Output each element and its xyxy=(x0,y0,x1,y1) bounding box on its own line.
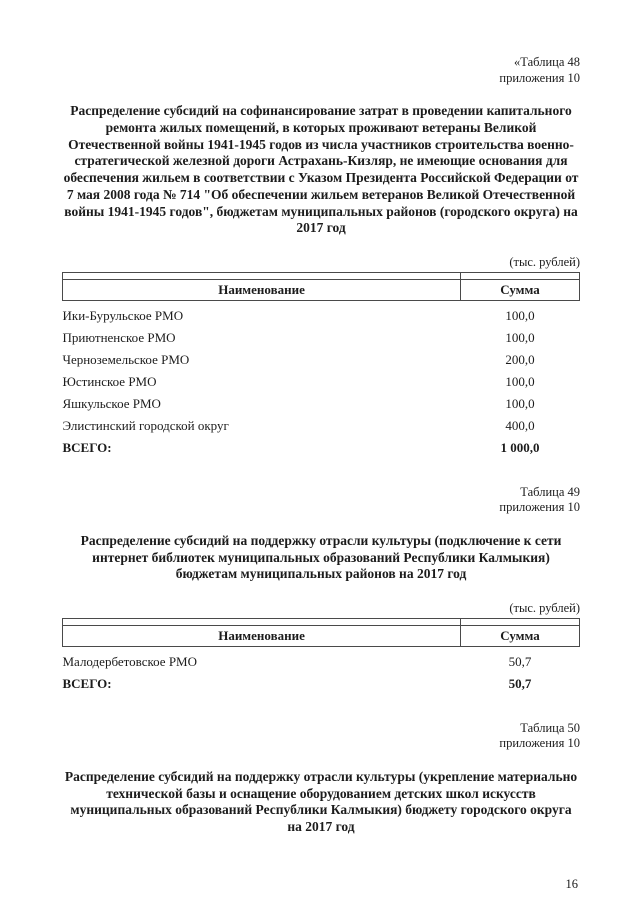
table-49-reference xyxy=(62,485,580,516)
section-49-title: Распределение субсидий на поддержку отрасли культуры (подключение к сети интернет библиотек муниципальных образований Республики Калмыкия) бюджетам муниципальных районов на 2017 год xyxy=(80,532,562,582)
appendix-ref-label: приложения 10 xyxy=(499,736,580,751)
row-name: Черноземельское РМО xyxy=(62,351,190,367)
subsidy-table-48 xyxy=(62,272,580,459)
row-value: 100,0 xyxy=(505,329,535,345)
row-name: Яшкульское РМО xyxy=(62,395,161,411)
row-name: Юстинское РМО xyxy=(62,373,157,389)
row-value: 100,0 xyxy=(505,395,535,411)
table-ref-label: Таблица 50 xyxy=(520,720,580,735)
table-row xyxy=(63,327,580,349)
page-number: 16 xyxy=(565,877,578,891)
units-label-48: (тыс. рублей) xyxy=(509,255,580,270)
table-row xyxy=(63,647,580,673)
column-header-name: Наименование xyxy=(63,626,461,647)
row-value: 200,0 xyxy=(505,351,535,367)
column-header-sum: Сумма xyxy=(461,280,580,301)
table-header-row xyxy=(63,280,580,301)
row-value: 400,0 xyxy=(505,417,535,433)
column-header-sum: Сумма xyxy=(461,626,580,647)
table-50-reference xyxy=(62,721,580,752)
row-value: 100,0 xyxy=(505,308,535,324)
section-48-title: Распределение субсидий на софинансирование затрат в проведении капитального ремонта жилых помещений, в которых проживают ветераны Великой Отечественной войны 1941-1945 годов из числа участников строительства военно-стратегической железной дороги Астрахань-Кизляр, не имеющие основания для обеспечения жильем в соответствии с Указом Президента Российской Федерации от 7 мая 2008 года № 714 "Об обеспечении жильем ветеранов Великой Отечественной войны 1941-1945 годов", бюджетам муниципальных районов (городского округа) на 2017 год xyxy=(63,103,579,236)
row-name: Малодербетовское РМО xyxy=(62,654,198,670)
total-value: 50,7 xyxy=(508,675,532,691)
table-top-strip xyxy=(63,619,580,626)
table-row xyxy=(63,349,580,371)
appendix-ref-label: приложения 10 xyxy=(499,70,580,85)
table-top-strip xyxy=(63,273,580,280)
table-48-reference xyxy=(62,55,580,86)
appendix-ref-label: приложения 10 xyxy=(499,500,580,515)
table-total-row xyxy=(63,437,580,459)
row-value: 100,0 xyxy=(505,373,535,389)
subsidy-table-49 xyxy=(62,618,580,695)
units-label-49: (тыс. рублей) xyxy=(509,601,580,616)
table-ref-label: Таблица 49 xyxy=(520,484,580,499)
row-name: Приютненское РМО xyxy=(62,329,176,345)
total-label: ВСЕГО: xyxy=(62,675,112,691)
table-row xyxy=(63,415,580,437)
row-value: 50,7 xyxy=(508,654,532,670)
table-header-row xyxy=(63,626,580,647)
table-row xyxy=(63,371,580,393)
table-total-row xyxy=(63,673,580,695)
total-value: 1 000,0 xyxy=(500,439,540,455)
row-name: Ики-Бурульское РМО xyxy=(62,308,184,324)
total-label: ВСЕГО: xyxy=(62,439,112,455)
table-row xyxy=(63,393,580,415)
row-name: Элистинский городской округ xyxy=(62,417,229,433)
table-row xyxy=(63,301,580,327)
section-50-title: Распределение субсидий на поддержку отрасли культуры (укрепление материально технической базы и оснащение оборудованием детских школ искусств муниципальных образований Республики Калмыкия) бюджету городского округа на 2017 год xyxy=(64,768,578,835)
column-header-name: Наименование xyxy=(63,280,461,301)
table-ref-label: «Таблица 48 xyxy=(514,55,580,69)
